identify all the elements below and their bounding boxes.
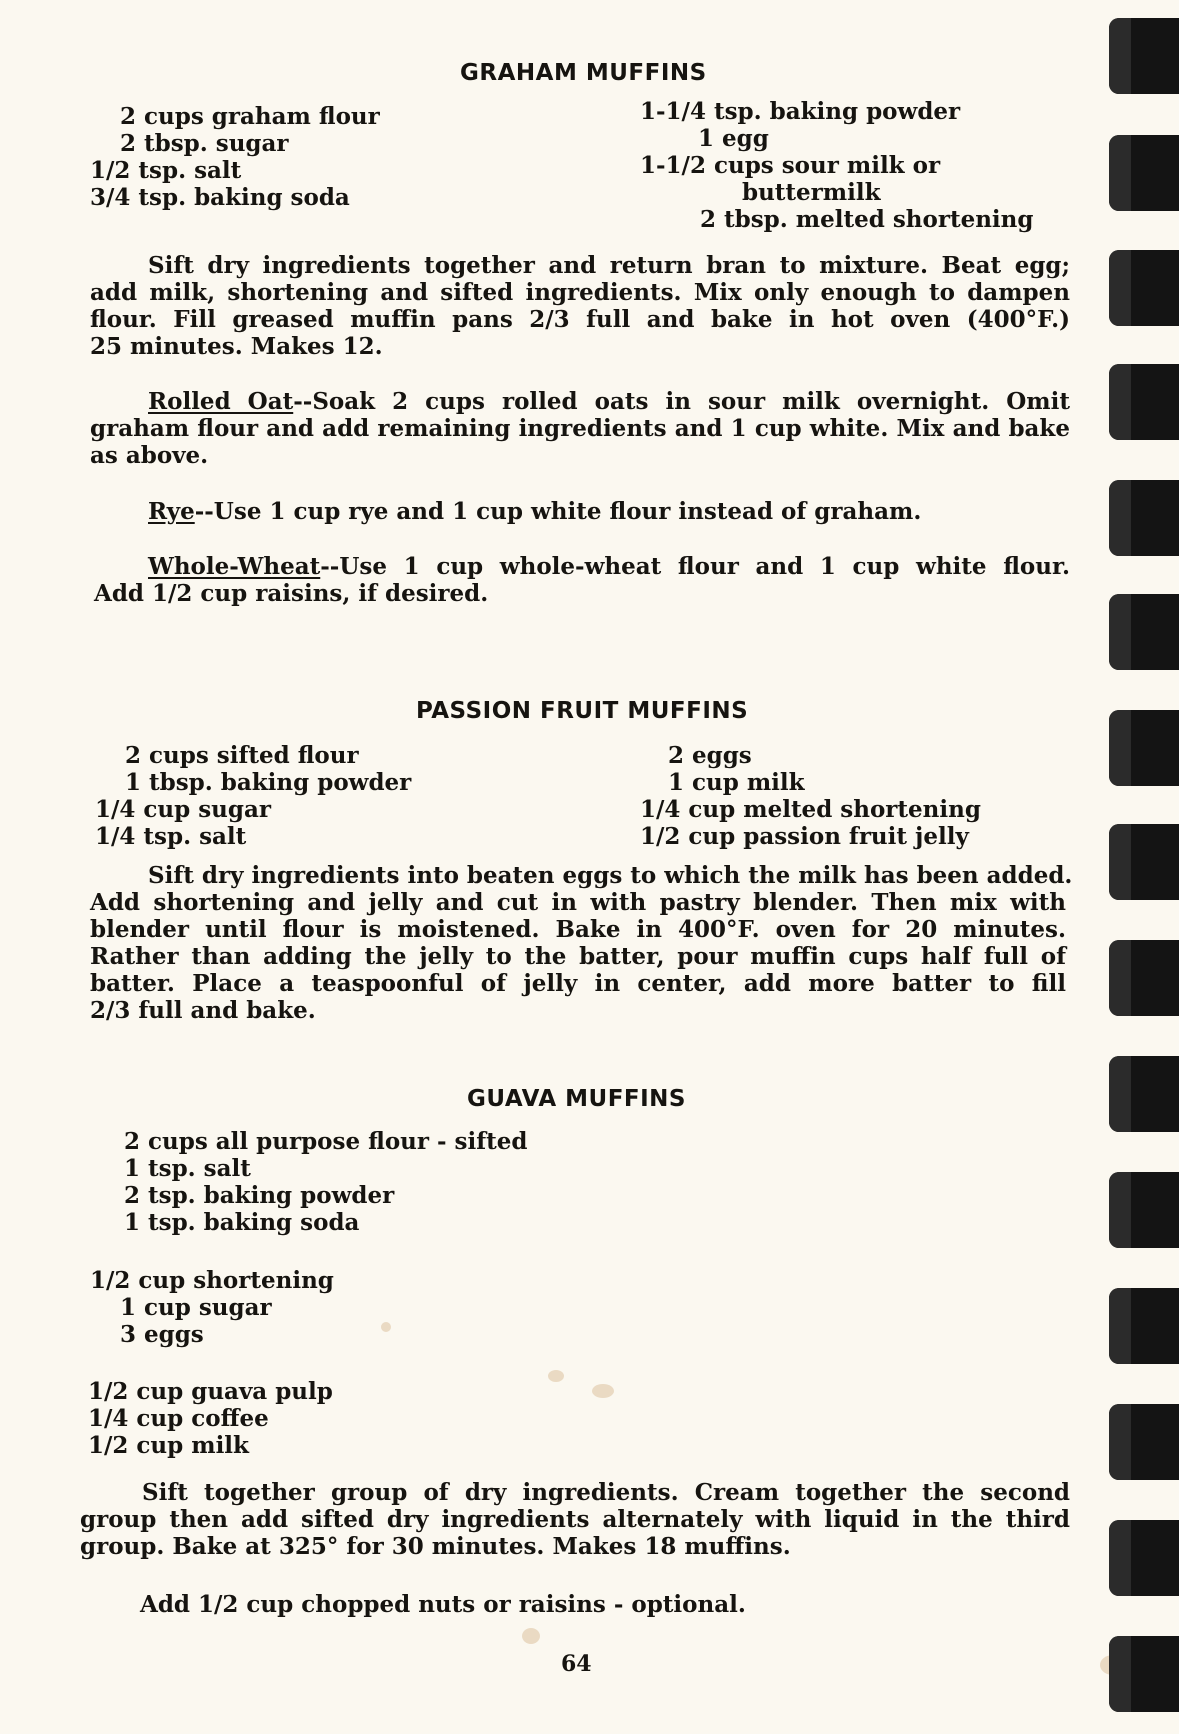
- ingredient-line: 1/2 cup shortening: [90, 1267, 334, 1294]
- binding-ring: [1109, 364, 1179, 440]
- ingredient-line: 1/4 cup sugar: [95, 796, 272, 823]
- method-line: Rather than adding the jelly to the batter, pour muffin cups half full of: [90, 943, 1066, 970]
- graham-ingredients-right: [640, 98, 1033, 233]
- stain-spot: [381, 1322, 391, 1332]
- ingredient-line: 1 tsp. salt: [124, 1155, 251, 1182]
- binding-ring: [1109, 1288, 1179, 1364]
- ingredient-line: 1 cup sugar: [120, 1294, 272, 1321]
- whole-wheat-variation: [94, 553, 1070, 607]
- variation-first-line: [90, 388, 1070, 415]
- variation-first-line: [94, 553, 1070, 580]
- ingredient-line: 2 eggs: [668, 742, 752, 769]
- variation-line: Add 1/2 cup raisins, if desired.: [94, 580, 489, 607]
- binding-ring: [1109, 824, 1179, 900]
- guava-dry-ingredients: [124, 1128, 527, 1236]
- passion-method: [90, 862, 1073, 1024]
- method-line: group. Bake at 325° for 30 minutes. Makes 18 muffins.: [80, 1533, 791, 1560]
- ingredient-line: 2 cups graham flour: [120, 103, 380, 130]
- method-line: 2/3 full and bake.: [90, 997, 316, 1024]
- ingredient-line: 2 cups sifted flour: [125, 742, 359, 769]
- ingredient-line: 3 eggs: [120, 1321, 204, 1348]
- passion-fruit-muffins-title: PASSION FRUIT MUFFINS: [416, 698, 749, 724]
- ingredient-line: 1 tbsp. baking powder: [125, 769, 412, 796]
- ingredient-line: 1/2 cup guava pulp: [88, 1378, 333, 1405]
- method-line: blender until flour is moistened. Bake in 400°F. oven for 20 minutes.: [90, 916, 1066, 943]
- passion-ingredients-right: [640, 742, 981, 850]
- variation-name: Rolled Oat: [148, 388, 294, 415]
- method-line: batter. Place a teaspoonful of jelly in center, add more batter to fill: [90, 970, 1066, 997]
- method-line: add milk, shortening and sifted ingredients. Mix only enough to dampen: [90, 279, 1070, 306]
- variation-name: Whole-Wheat: [148, 553, 321, 580]
- variation-name: Rye: [148, 498, 195, 525]
- ingredient-line: 1 cup milk: [668, 769, 805, 796]
- ingredient-line: 1/2 cup milk: [88, 1432, 249, 1459]
- ingredient-line: 1/4 cup coffee: [88, 1405, 269, 1432]
- ingredient-line: buttermilk: [742, 179, 881, 206]
- rye-variation: [148, 498, 921, 525]
- ingredient-line: 2 tsp. baking powder: [124, 1182, 395, 1209]
- variation-text: --Use 1 cup rye and 1 cup white flour instead of graham.: [194, 498, 922, 525]
- variation-line: as above.: [90, 442, 209, 469]
- method-line: group then add sifted dry ingredients alternately with liquid in the third: [80, 1506, 1070, 1533]
- method-line: Add shortening and jelly and cut in with pastry blender. Then mix with: [90, 889, 1066, 916]
- binding-ring: [1109, 1056, 1179, 1132]
- variation-first-line: [148, 498, 921, 525]
- ingredient-line: 1/4 tsp. salt: [95, 823, 247, 850]
- binding-ring: [1109, 1404, 1179, 1480]
- graham-method: [90, 252, 1070, 360]
- ingredient-line: 1 egg: [698, 125, 769, 152]
- page-number: 64: [561, 1651, 592, 1677]
- ingredient-line: 1-1/4 tsp. baking powder: [640, 98, 961, 125]
- guava-method: [80, 1479, 1070, 1560]
- optional-line: Add 1/2 cup chopped nuts or raisins - optional.: [140, 1591, 746, 1618]
- graham-ingredients-left: [90, 103, 380, 211]
- ingredient-line: 2 tbsp. melted shortening: [700, 206, 1034, 233]
- ingredient-line: 3/4 tsp. baking soda: [90, 184, 350, 211]
- stain-spot: [592, 1384, 614, 1398]
- variation-text: --Soak 2 cups rolled oats in sour milk overnight. Omit: [293, 388, 1070, 415]
- stain-spot: [522, 1628, 540, 1644]
- binding-ring: [1109, 135, 1179, 211]
- ingredient-line: 2 cups all purpose flour - sifted: [124, 1128, 528, 1155]
- ingredient-line: 1 tsp. baking soda: [124, 1209, 360, 1236]
- method-line: Sift together group of dry ingredients. Cream together the second: [142, 1479, 1070, 1506]
- ingredient-line: 1/4 cup melted shortening: [640, 796, 981, 823]
- ingredient-line: 2 tbsp. sugar: [120, 130, 289, 157]
- method-line: Sift dry ingredients together and return bran to mixture. Beat egg;: [148, 252, 1070, 279]
- variation-line: graham flour and add remaining ingredients and 1 cup white. Mix and bake: [90, 415, 1070, 442]
- rolled-oat-variation: [90, 388, 1070, 469]
- guava-cream-ingredients: [90, 1267, 334, 1348]
- binding-ring: [1109, 1172, 1179, 1248]
- binding-ring: [1109, 18, 1179, 94]
- binding-ring: [1109, 1520, 1179, 1596]
- method-line: 25 minutes. Makes 12.: [90, 333, 383, 360]
- graham-muffins-title: GRAHAM MUFFINS: [460, 60, 707, 86]
- binding-ring: [1109, 710, 1179, 786]
- binding-ring: [1109, 250, 1179, 326]
- binding-ring: [1109, 940, 1179, 1016]
- ingredient-line: 1-1/2 cups sour milk or: [640, 152, 941, 179]
- ingredient-line: 1/2 tsp. salt: [90, 157, 242, 184]
- binding-ring: [1109, 1636, 1179, 1712]
- guava-optional-note: [140, 1591, 746, 1618]
- guava-muffins-title: GUAVA MUFFINS: [467, 1086, 686, 1112]
- binding-ring: [1109, 594, 1179, 670]
- variation-text: --Use 1 cup whole-wheat flour and 1 cup white flour.: [320, 553, 1070, 580]
- method-line: flour. Fill greased muffin pans 2/3 full and bake in hot oven (400°F.): [90, 306, 1070, 333]
- guava-liquid-ingredients: [88, 1378, 333, 1459]
- ingredient-line: 1/2 cup passion fruit jelly: [640, 823, 969, 850]
- binding-ring: [1109, 480, 1179, 556]
- passion-ingredients-left: [95, 742, 411, 850]
- method-line: Sift dry ingredients into beaten eggs to which the milk has been added.: [148, 862, 1073, 889]
- spiral-binding: [1105, 0, 1179, 1734]
- stain-spot: [548, 1370, 564, 1382]
